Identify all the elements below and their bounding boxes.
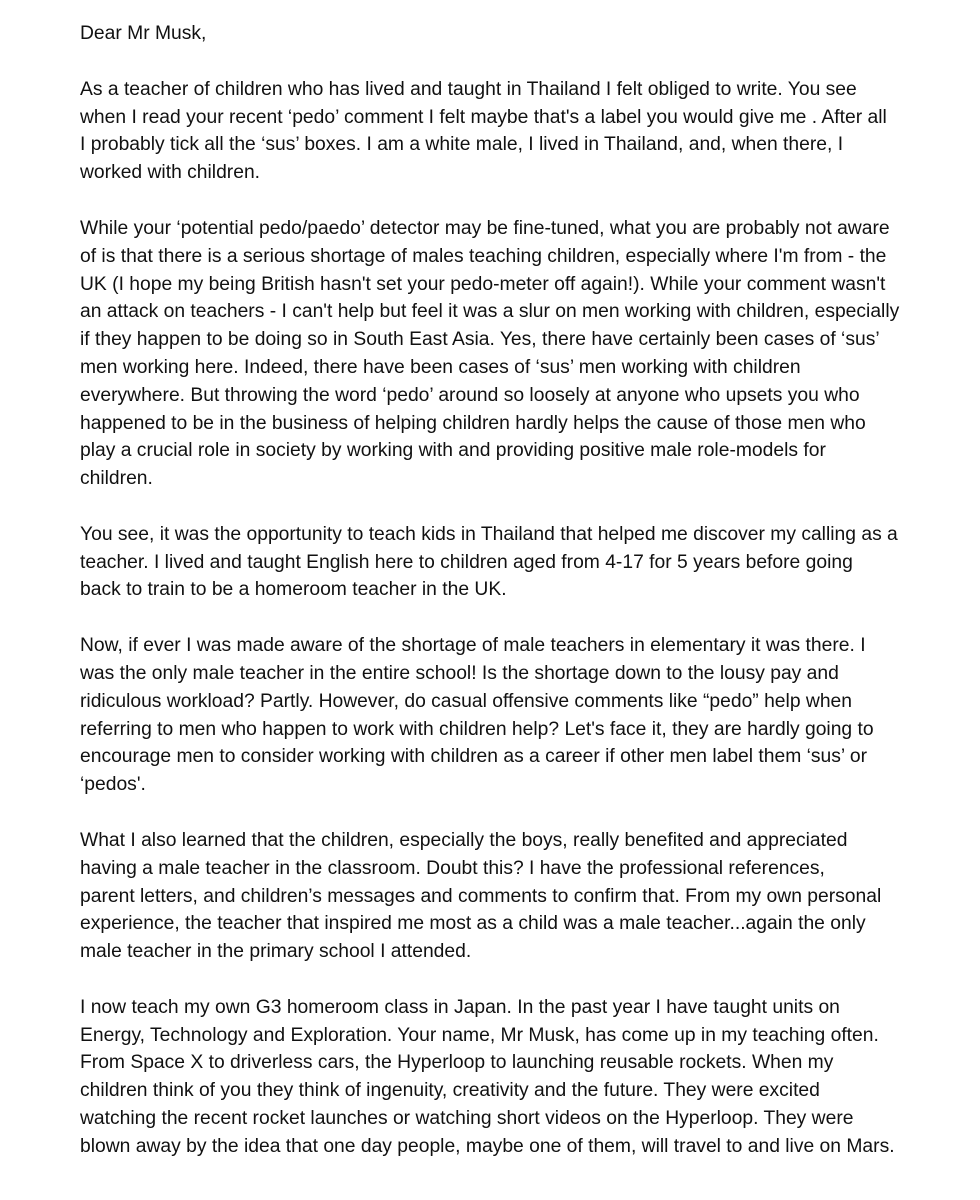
paragraph-line: happened to be in the business of helping children hardly helps the cause of those men who (80, 413, 866, 434)
paragraph-line: teacher. I lived and taught English here to children aged from 4-17 for 5 years before going (80, 552, 853, 573)
paragraph-line: play a crucial role in society by working with and providing positive male role-models for (80, 440, 826, 461)
paragraph-line: Energy, Technology and Exploration. Your name, Mr Musk, has come up in my teaching often. (80, 1025, 879, 1046)
paragraph-line: referring to men who happen to work with children help? Let's face it, they are hardly going to (80, 719, 874, 740)
salutation: Dear Mr Musk, (80, 23, 207, 44)
paragraph-line: if they happen to be doing so in South East Asia. Yes, there have certainly been cases of ‘sus’ (80, 329, 880, 350)
paragraph-line: I probably tick all the ‘sus’ boxes. I am a white male, I lived in Thailand, and, when there, I (80, 134, 844, 155)
paragraph-line: when I read your recent ‘pedo’ comment I felt maybe that's a label you would give me . After all (80, 107, 887, 128)
paragraph-line: of is that there is a serious shortage of males teaching children, especially where I'm from - the (80, 246, 887, 267)
paragraph-line: encourage men to consider working with children as a career if other men label them ‘sus’ or (80, 746, 867, 767)
paragraph-line: I now teach my own G3 homeroom class in Japan. In the past year I have taught units on (80, 997, 840, 1018)
letter-page (80, 0, 960, 1200)
paragraph-line: male teacher in the primary school I attended. (80, 941, 472, 962)
paragraph-line: ridiculous workload? Partly. However, do casual offensive comments like “pedo” help when (80, 691, 852, 712)
paragraph-line: worked with children. (80, 162, 261, 183)
paragraph-line: watching the recent rocket launches or watching short videos on the Hyperloop. They were (80, 1108, 854, 1129)
paragraph-line: everywhere. But throwing the word ‘pedo’ around so loosely at anyone who upsets you who (80, 385, 860, 406)
paragraph-line: children. (80, 468, 153, 489)
paragraph-line: experience, the teacher that inspired me most as a child was a male teacher...again the only (80, 913, 866, 934)
paragraph-line: ‘pedos'. (80, 774, 146, 795)
paragraph-line: men working here. Indeed, there have been cases of ‘sus’ men working with children (80, 357, 801, 378)
paragraph-line: having a male teacher in the classroom. Doubt this? I have the professional references, (80, 858, 825, 879)
paragraph-line: back to train to be a homeroom teacher in the UK. (80, 579, 507, 600)
paragraph-line: While your ‘potential pedo/paedo’ detector may be fine-tuned, what you are probably not aware (80, 218, 890, 239)
paragraph-line: What I also learned that the children, especially the boys, really benefited and appreciated (80, 830, 848, 851)
paragraph-line: Now, if ever I was made aware of the shortage of male teachers in elementary it was there. I (80, 635, 866, 656)
paragraph-line: As a teacher of children who has lived and taught in Thailand I felt obliged to write. You see (80, 79, 857, 100)
paragraph-line: From Space X to driverless cars, the Hyperloop to launching reusable rockets. When my (80, 1052, 834, 1073)
paragraph-line: You see, it was the opportunity to teach kids in Thailand that helped me discover my calling as a (80, 524, 898, 545)
paragraph-line: blown away by the idea that one day people, maybe one of them, will travel to and live on Mars. (80, 1136, 895, 1157)
paragraph-line: an attack on teachers - I can't help but feel it was a slur on men working with children, especially (80, 301, 900, 322)
paragraph-line: UK (I hope my being British hasn't set your pedo-meter off again!). While your comment wasn't (80, 274, 886, 295)
paragraph-line: children think of you they think of ingenuity, creativity and the future. They were excited (80, 1080, 820, 1101)
paragraph-line: was the only male teacher in the entire school! Is the shortage down to the lousy pay and (80, 663, 839, 684)
paragraph-line: parent letters, and children’s messages and comments to confirm that. From my own personal (80, 886, 882, 907)
